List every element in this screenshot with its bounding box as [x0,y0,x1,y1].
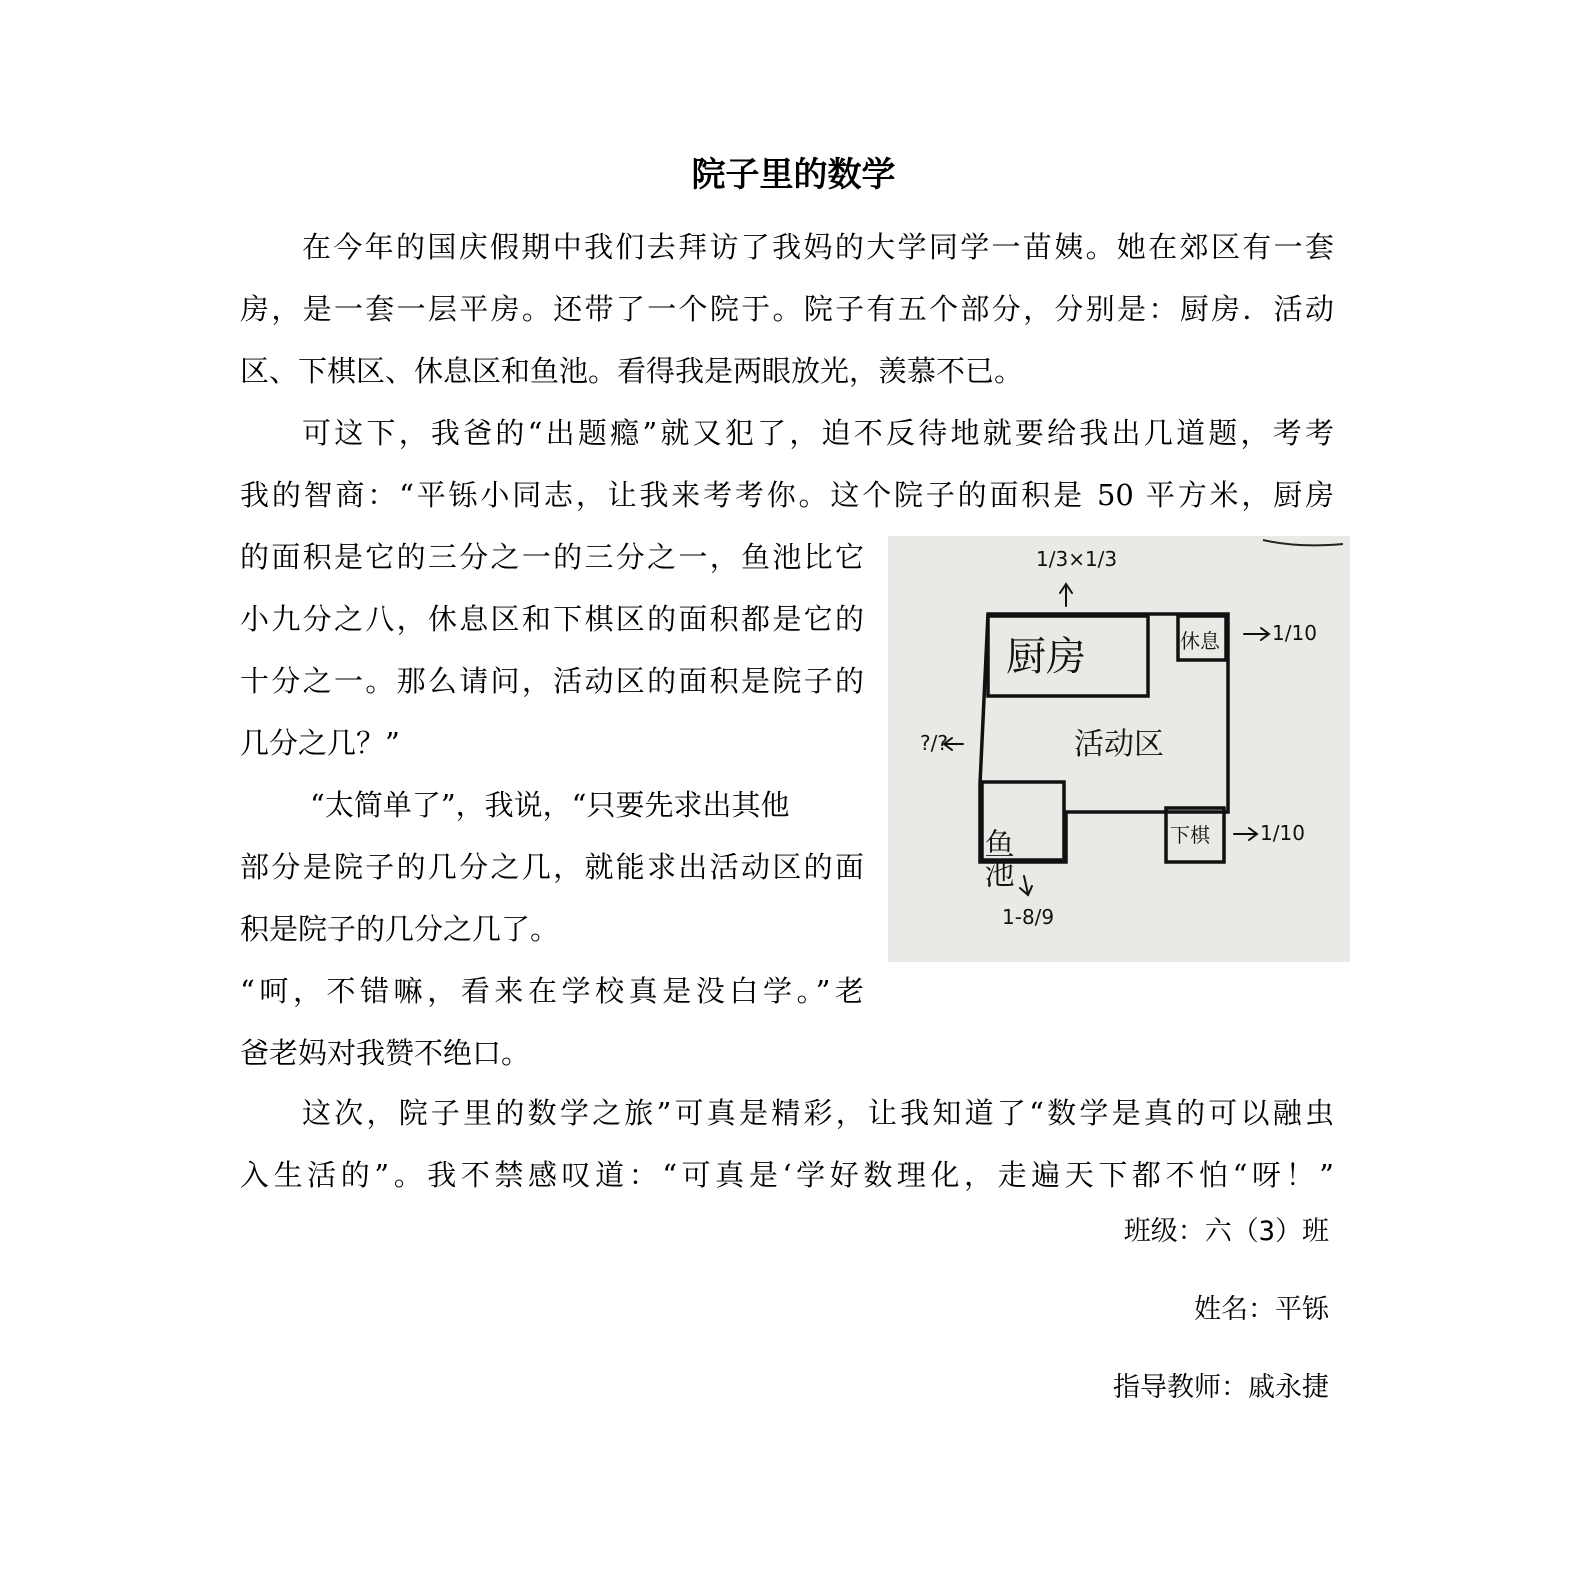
paragraph-line: “呵，不错嘛，看来在学校真是没白学。”老 [240,974,864,1008]
page-title: 院子里的数学 [691,155,896,195]
class-info: 班级：六（3）班 [1123,1216,1329,1247]
paragraph-2-continued [240,526,864,774]
fraction-chess: 1/10 [1260,821,1305,845]
paragraph-2 [240,402,1334,526]
fraction-activity: ?/? [920,731,948,755]
paragraph-line: 部分是院子的几分之几，就能求出活动区的面 [240,850,864,884]
paragraph-line: “太简单了”，我说，“只要先求出其他 [310,788,790,822]
paragraph-line: 区、下棋区、休息区和鱼池。看得我是两眼放光，羡慕不已。 [240,354,1024,388]
paragraph-line: 积是院子的几分之几了。 [240,912,560,946]
paragraph-line: 房，是一套一层平房。还带了一个院于。院子有五个部分，分别是：厨房．活动 [240,292,1334,326]
formula-kitchen: 1/3×1/3 [1036,547,1118,571]
paragraph-line: 几分之几？” [240,726,400,760]
paragraph-1 [240,216,1334,402]
fraction-rest: 1/10 [1272,621,1317,645]
paragraph-line: 我的智商：“平铄小同志，让我来考考你。这个院子的面积是 50 平方米，厨房 [240,478,1334,512]
label-kitchen: 厨房 [1006,634,1086,680]
teacher-name: 指导教师：戚永捷 [1113,1372,1329,1403]
paragraph-line: 的面积是它的三分之一的三分之一，鱼池比它 [240,540,864,574]
paragraph-line: 十分之一。那么请问，活动区的面积是院子的 [240,664,864,698]
paragraph-line: 可这下，我爸的“出题瘾”就又犯了，迫不反待地就要给我出几道题，考考 [302,416,1334,450]
yard-diagram-photo [888,536,1350,962]
paragraph-3 [240,774,864,960]
paragraph-line: 入生活的”。我不禁感叹道：“可真是‘学好数理化，走遍天下都不怕“呀！” [240,1158,1334,1192]
paragraph-5 [240,1082,1334,1206]
label-fishpond: 鱼池 [978,828,1014,888]
label-activity: 活动区 [1074,727,1164,762]
label-rest: 休息 [1180,629,1220,653]
paragraph-line: 爸老妈对我赞不绝口。 [240,1036,531,1070]
formula-fishpond: 1-8/9 [1002,905,1055,929]
paragraph-4 [240,960,864,1084]
student-name: 姓名：平铄 [1194,1294,1329,1325]
label-chess: 下棋 [1170,823,1210,847]
paragraph-line: 这次，院子里的数学之旅”可真是精彩，让我知道了“数学是真的可以融虫 [302,1096,1334,1130]
paragraph-line: 小九分之八，休息区和下棋区的面积都是它的 [240,602,864,636]
paragraph-line: 在今年的国庆假期中我们去拜访了我妈的大学同学一苗姨。她在郊区有一套 [302,230,1334,264]
yard-diagram [888,536,1350,962]
